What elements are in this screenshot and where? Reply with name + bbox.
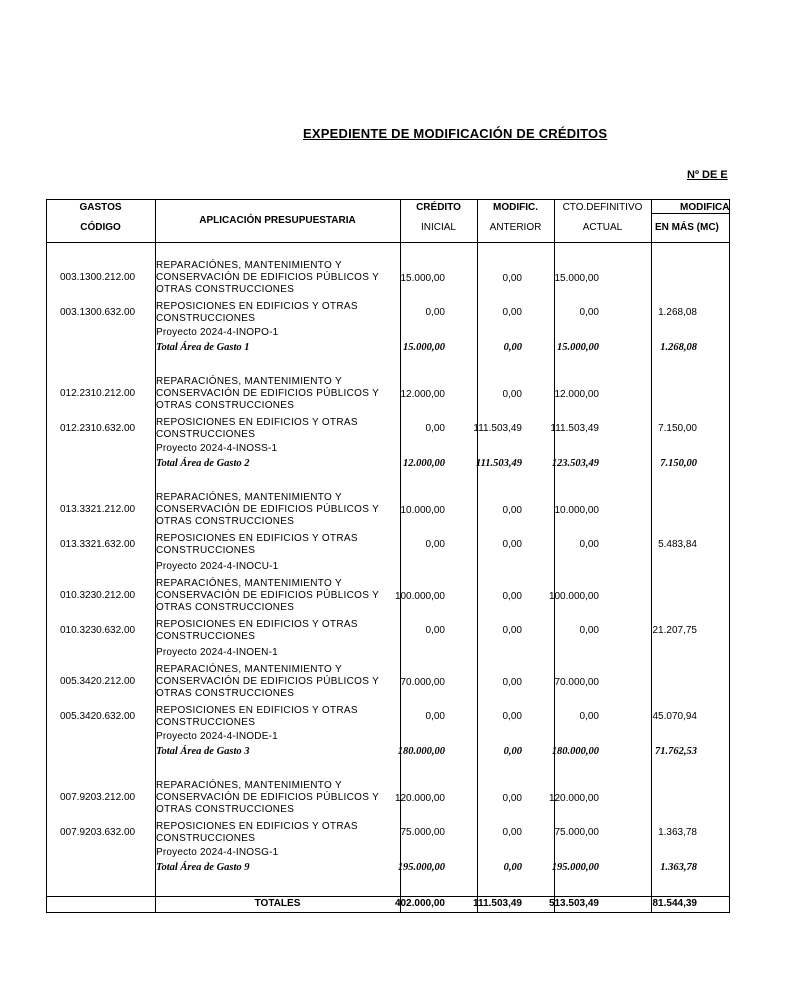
header-aplicacion: APLICACIÓN PRESUPUESTARIA xyxy=(199,215,356,226)
group-total-anterior: 0,00 xyxy=(503,746,522,757)
row-anterior: 0,00 xyxy=(502,677,522,688)
table-row xyxy=(46,533,730,557)
group-total-inicial: 12.000,00 xyxy=(403,458,445,469)
row-actual: 120.000,00 xyxy=(548,793,599,804)
row-en-mas: 21.207,75 xyxy=(652,625,697,636)
group-total-inicial: 180.000,00 xyxy=(397,746,445,757)
row-inicial: 100.000,00 xyxy=(394,591,445,602)
row-anterior: 0,00 xyxy=(502,711,522,722)
table-row xyxy=(46,780,730,816)
project-label: Proyecto 2024-4-INOSG-1 xyxy=(156,847,279,858)
row-code: 013.3321.212.00 xyxy=(60,504,136,515)
group-total-label: Total Área de Gasto 1 xyxy=(156,342,250,353)
row-description: REPARACIÓNES, MANTENIMIENTO Y CONSERVACIÓN DE EDIFICIOS PÚBLICOS Y OTRAS CONSTRUCCIONES xyxy=(156,376,379,411)
row-anterior: 0,00 xyxy=(502,389,522,400)
row-code: 005.3420.212.00 xyxy=(60,676,136,687)
row-code: 003.1300.632.00 xyxy=(60,307,136,318)
group-total-anterior: 0,00 xyxy=(503,342,522,353)
row-anterior: 0,00 xyxy=(502,307,522,318)
row-en-mas: 7.150,00 xyxy=(658,423,697,434)
group-total-label: Total Área de Gasto 9 xyxy=(156,862,250,873)
table-row xyxy=(46,821,730,845)
row-en-mas: 1.363,78 xyxy=(658,827,697,838)
row-en-mas: 5.483,84 xyxy=(658,539,697,550)
row-code: 005.3420.632.00 xyxy=(60,711,136,722)
row-code: 012.2310.212.00 xyxy=(60,388,136,399)
table-row xyxy=(46,417,730,441)
group-total-actual: 123.503,49 xyxy=(551,458,599,469)
totals-anterior: 111.503,49 xyxy=(473,898,522,909)
group-total-actual: 180.000,00 xyxy=(551,746,599,757)
group-total-en-mas: 1.363,78 xyxy=(660,862,697,873)
row-description: REPOSICIONES EN EDIFICIOS Y OTRAS CONSTRUCCIONES xyxy=(156,821,358,844)
group-total-anterior: 0,00 xyxy=(503,862,522,873)
row-actual: 10.000,00 xyxy=(554,505,599,516)
row-actual: 12.000,00 xyxy=(554,389,599,400)
group-total-label: Total Área de Gasto 2 xyxy=(156,458,250,469)
project-label: Proyecto 2024-4-INOCU-1 xyxy=(156,561,279,572)
header-en-mas: EN MÁS (MC) xyxy=(655,222,719,233)
row-anterior: 0,00 xyxy=(502,539,522,550)
expediente-number-label: Nº DE E xyxy=(687,169,728,181)
row-code: 003.1300.212.00 xyxy=(60,272,136,283)
row-description: REPOSICIONES EN EDIFICIOS Y OTRAS CONSTRUCCIONES xyxy=(156,619,358,642)
row-actual: 0,00 xyxy=(579,625,599,636)
header-gastos: GASTOS xyxy=(79,202,122,213)
group-total-inicial: 195.000,00 xyxy=(397,862,445,873)
row-code: 013.3321.632.00 xyxy=(60,539,136,550)
row-description: REPARACIÓNES, MANTENIMIENTO Y CONSERVACIÓN DE EDIFICIOS PÚBLICOS Y OTRAS CONSTRUCCIONES xyxy=(156,578,379,613)
row-actual: 0,00 xyxy=(579,539,599,550)
group-total-label: Total Área de Gasto 3 xyxy=(156,746,250,757)
row-code: 010.3230.212.00 xyxy=(60,590,136,601)
totals-label: TOTALES xyxy=(254,898,301,909)
header-codigo: CÓDIGO xyxy=(80,222,121,233)
table-row xyxy=(46,578,730,614)
row-anterior: 0,00 xyxy=(502,273,522,284)
header-actual: ACTUAL xyxy=(582,222,623,233)
row-inicial: 70.000,00 xyxy=(400,677,445,688)
table-row xyxy=(46,301,730,325)
row-actual: 75.000,00 xyxy=(554,827,599,838)
row-inicial: 0,00 xyxy=(425,625,445,636)
row-inicial: 15.000,00 xyxy=(400,273,445,284)
row-inicial: 0,00 xyxy=(425,539,445,550)
row-description: REPARACIÓNES, MANTENIMIENTO Y CONSERVACIÓN DE EDIFICIOS PÚBLICOS Y OTRAS CONSTRUCCIONES xyxy=(156,492,379,527)
row-description: REPOSICIONES EN EDIFICIOS Y OTRAS CONSTRUCCIONES xyxy=(156,533,358,556)
totals-inicial: 402.000,00 xyxy=(394,898,445,909)
header-rule xyxy=(46,242,730,243)
group-total-en-mas: 7.150,00 xyxy=(660,458,697,469)
row-inicial: 10.000,00 xyxy=(400,505,445,516)
row-inicial: 75.000,00 xyxy=(400,827,445,838)
row-description: REPARACIÓNES, MANTENIMIENTO Y CONSERVACIÓN DE EDIFICIOS PÚBLICOS Y OTRAS CONSTRUCCIONES xyxy=(156,260,379,295)
table-row xyxy=(46,376,730,412)
row-anterior: 111.503,49 xyxy=(473,423,522,434)
project-label: Proyecto 2024-4-INOEN-1 xyxy=(156,647,278,658)
group-total-en-mas: 71.762,53 xyxy=(655,746,697,757)
row-anterior: 0,00 xyxy=(502,827,522,838)
row-inicial: 12.000,00 xyxy=(400,389,445,400)
row-actual: 100.000,00 xyxy=(548,591,599,602)
header-modifica: MODIFICA xyxy=(680,202,730,213)
row-anterior: 0,00 xyxy=(502,591,522,602)
row-actual: 111.503,49 xyxy=(550,423,599,434)
totals-en-mas: 81.544,39 xyxy=(652,898,697,909)
header-anterior: ANTERIOR xyxy=(489,222,542,233)
header-sub-rule xyxy=(651,213,730,214)
table-row xyxy=(46,260,730,296)
row-inicial: 0,00 xyxy=(425,307,445,318)
totals-rule xyxy=(46,896,730,897)
project-label: Proyecto 2024-4-INODE-1 xyxy=(156,731,278,742)
row-code: 007.9203.212.00 xyxy=(60,792,136,803)
table-row xyxy=(46,492,730,528)
totals-actual: 513.503,49 xyxy=(548,898,599,909)
row-code: 010.3230.632.00 xyxy=(60,625,136,636)
group-total-inicial: 15.000,00 xyxy=(403,342,445,353)
row-description: REPOSICIONES EN EDIFICIOS Y OTRAS CONSTRUCCIONES xyxy=(156,301,358,324)
row-inicial: 0,00 xyxy=(425,423,445,434)
row-actual: 15.000,00 xyxy=(554,273,599,284)
header-credito: CRÉDITO xyxy=(416,202,461,213)
header-modific: MODIFIC. xyxy=(493,202,538,213)
group-total-actual: 15.000,00 xyxy=(557,342,599,353)
row-en-mas: 45.070,94 xyxy=(652,711,697,722)
row-inicial: 0,00 xyxy=(425,711,445,722)
group-total-anterior: 111.503,49 xyxy=(475,458,522,469)
group-total-en-mas: 1.268,08 xyxy=(660,342,697,353)
row-en-mas: 1.268,08 xyxy=(658,307,697,318)
row-inicial: 120.000,00 xyxy=(394,793,445,804)
table-row xyxy=(46,664,730,700)
project-label: Proyecto 2024-4-INOPO-1 xyxy=(156,327,279,338)
row-anterior: 0,00 xyxy=(502,793,522,804)
row-anterior: 0,00 xyxy=(502,505,522,516)
header-cto-definitivo: CTO.DEFINITIVO xyxy=(562,202,643,213)
header-inicial: INICIAL xyxy=(420,222,456,233)
row-description: REPOSICIONES EN EDIFICIOS Y OTRAS CONSTRUCCIONES xyxy=(156,417,358,440)
row-description: REPARACIÓNES, MANTENIMIENTO Y CONSERVACIÓN DE EDIFICIOS PÚBLICOS Y OTRAS CONSTRUCCIONES xyxy=(156,780,379,815)
table-row xyxy=(46,705,730,729)
project-label: Proyecto 2024-4-INOSS-1 xyxy=(156,443,278,454)
row-description: REPOSICIONES EN EDIFICIOS Y OTRAS CONSTRUCCIONES xyxy=(156,705,358,728)
row-actual: 0,00 xyxy=(579,307,599,318)
row-actual: 70.000,00 xyxy=(554,677,599,688)
row-code: 007.9203.632.00 xyxy=(60,827,136,838)
row-anterior: 0,00 xyxy=(502,625,522,636)
row-code: 012.2310.632.00 xyxy=(60,423,136,434)
table-row xyxy=(46,619,730,643)
row-description: REPARACIÓNES, MANTENIMIENTO Y CONSERVACIÓN DE EDIFICIOS PÚBLICOS Y OTRAS CONSTRUCCIONES xyxy=(156,664,379,699)
document-title: EXPEDIENTE DE MODIFICACIÓN DE CRÉDITOS xyxy=(303,126,608,141)
row-actual: 0,00 xyxy=(579,711,599,722)
group-total-actual: 195.000,00 xyxy=(551,862,599,873)
